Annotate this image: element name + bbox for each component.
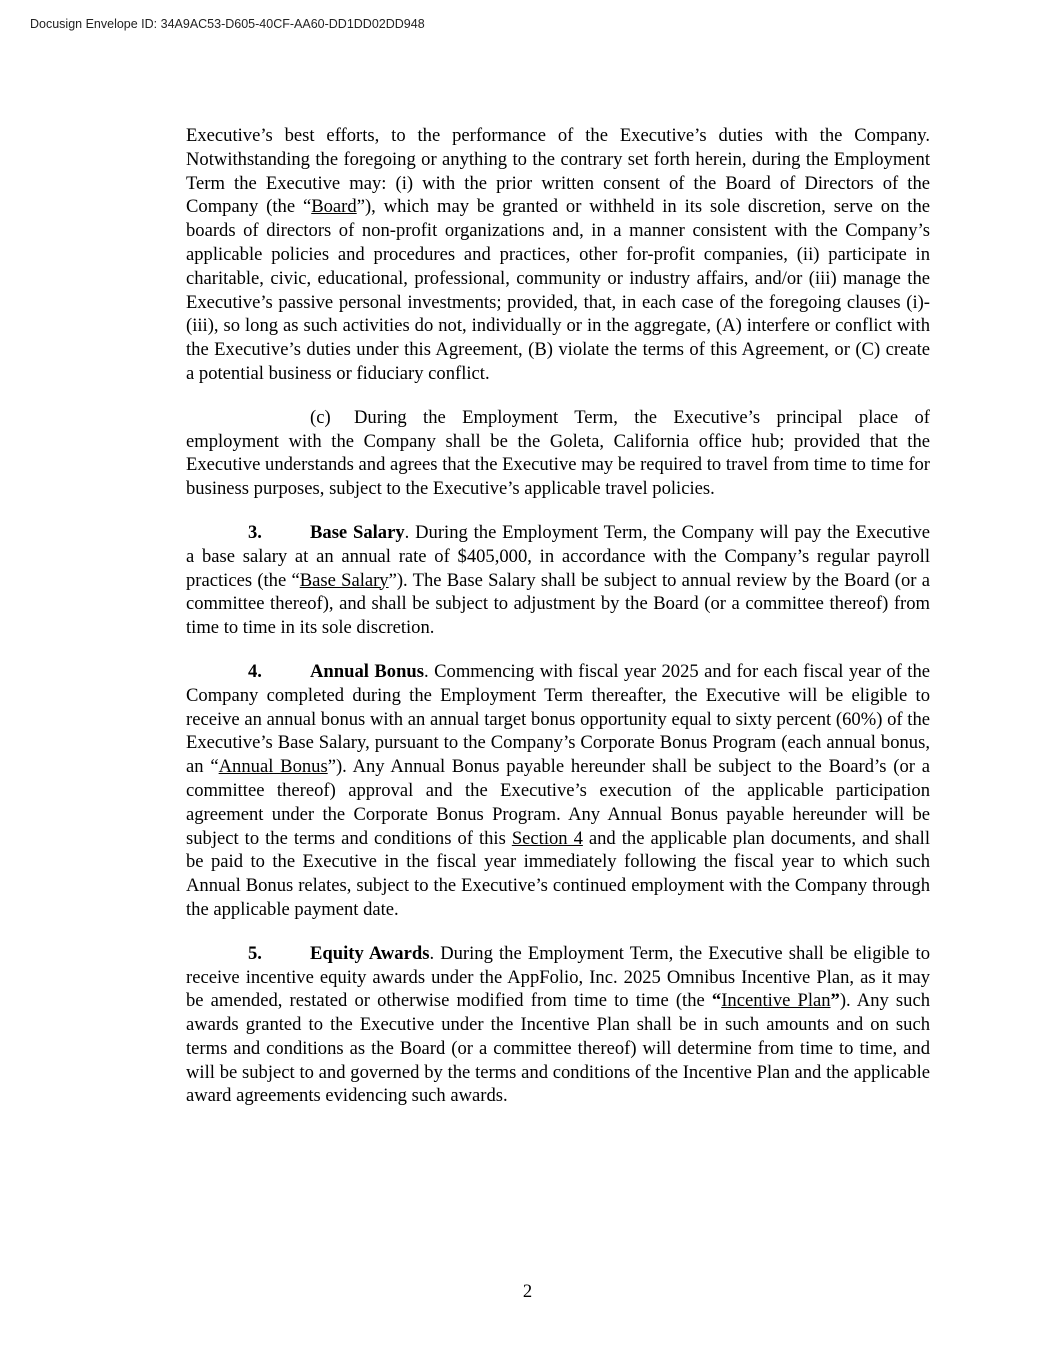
subsection-c [186, 406, 930, 501]
section-text: ”). Any Annual Bonus payable hereunder shall be subject to the Board’s (or a committee thereof) approval and the Executive’s execution of the applicable participation agreement under the Corporate Bonus Program. Any Annual Bonus payable hereunder will be subject to the terms and conditions of this [186, 756, 930, 849]
section-heading: Equity Awards [310, 942, 430, 964]
section-reference: Section 4 [511, 827, 583, 849]
section-text: . During the Employment Term, the Executive shall be eligible to receive incentive equity awards under the AppFolio, Inc. 2025 Omnibus Incentive Plan, as it may be amended, restated or otherwise modified from time to time (the [186, 942, 930, 1012]
section-text: and the applicable plan documents, and shall be paid to the Executive in the fiscal year immediately following the fiscal year to which such Annual Bonus relates, subject to the Executive’s continued employment with the Company through the applicable payment date. [186, 827, 931, 920]
defined-term-incentive-plan: Incentive Plan [721, 990, 831, 1012]
section-number: 4. [248, 660, 262, 682]
defined-term-base-salary: Base Salary [299, 569, 389, 591]
section-4 [186, 660, 930, 922]
section-heading: Base Salary [310, 521, 405, 543]
docusign-envelope-id: Docusign Envelope ID: 34A9AC53-D605-40CF-AA60-DD1DD02DD948 [30, 17, 425, 31]
paragraph-text: ”), which may be granted or withheld in its sole discretion, serve on the boards of directors of non-profit organizations and, in a manner consistent with the Company’s applicable policies and procedures and practices, other for-profit companies, (ii) participate in charitable, civic, educational, professional, community or industry affairs, and/or (iii) manage the Executive’s passive personal investments; provided, that, in each case of the foregoing clauses (i)-(iii), so long as such activities do not, individually or in the aggregate, (A) interfere or conflict with the Executive’s duties under this Agreement, (B) violate the terms of this Agreement, or (C) create a potential business or fiduciary conflict. [186, 196, 930, 384]
document-body [186, 124, 930, 1128]
section-number: 5. [248, 942, 262, 964]
section-text: ”). The Base Salary shall be subject to annual review by the Board (or a committee thereof), and shall be subject to adjustment by the Board (or a committee thereof) from time to time in its sole discretion. [186, 569, 930, 639]
paragraph-continuation [186, 124, 930, 386]
section-number: 3. [248, 521, 262, 543]
section-text: ). Any such awards granted to the Executive under the Incentive Plan shall be in such amounts and on such terms and conditions as the Board (or a committee thereof) will determine from time to time, and will be subject to and governed by the terms and conditions of the Incentive Plan and the applicable award agreements evidencing such awards. [186, 990, 930, 1107]
quote-open: “ [711, 990, 722, 1012]
quote-close: ” [830, 990, 840, 1012]
subsection-number: (c) [310, 406, 331, 428]
section-text: . During the Employment Term, the Company will pay the Executive a base salary at an annual rate of $405,000, in accordance with the Company’s regular payroll practices (the “ [186, 521, 930, 591]
defined-term-annual-bonus: Annual Bonus [218, 756, 328, 778]
section-text: . Commencing with fiscal year 2025 and for each fiscal year of the Company completed during the Employment Term thereafter, the Executive will be eligible to receive an annual bonus with an annual target bonus opportunity equal to sixty percent (60%) of the Executive’s Base Salary, pursuant to the Company’s Corporate Bonus Program (each annual bonus, an “ [186, 660, 930, 778]
section-heading: Annual Bonus [310, 660, 424, 682]
subsection-text: During the Employment Term, the Executive’s principal place of employment with the Company shall be the Goleta, California office hub; provided that the Executive understands and agrees that the Executive may be required to travel from time to time for business purposes, subject to the Executive’s applicable travel policies. [186, 406, 930, 500]
section-3 [186, 521, 930, 640]
defined-term-board: Board [311, 196, 357, 218]
paragraph-text: Executive’s best efforts, to the performance of the Executive’s duties with the Company. Notwithstanding the foregoing or anything to the contrary set forth herein, during the Employment Term the Executive may: (i) with the prior written consent of the Board of Directors of the Company (the “ [186, 125, 930, 218]
section-5 [186, 942, 930, 1109]
page-number: 2 [522, 1281, 533, 1302]
